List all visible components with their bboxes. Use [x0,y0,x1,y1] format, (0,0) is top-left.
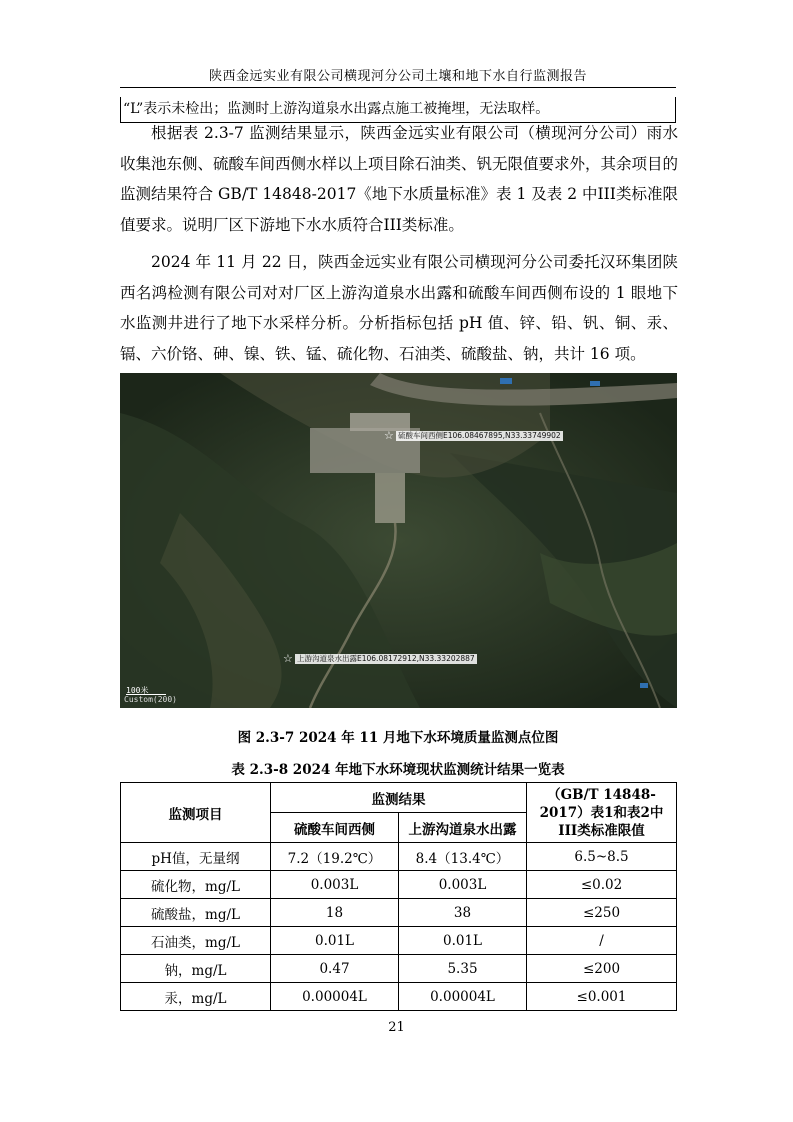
table-caption: 表 2.3-8 2024 年地下水环境现状监测统计结果一览表 [231,762,565,778]
cell-value-upstream: 38 [399,899,527,927]
header-standard-limit: （GB/T 14848-2017）表1和表2中III类标准限值 [527,783,677,843]
map-point-label-upstream: 上游沟道泉水出露E106.08172912,N33.33202887 [297,654,475,663]
cell-limit: ≤0.02 [527,871,677,899]
map-scale-label: 100米 [126,686,149,695]
cell-value-sulfuric: 0.01L [271,927,399,955]
cell-value-sulfuric: 0.003L [271,871,399,899]
cell-limit: ≤200 [527,955,677,983]
table-row [121,983,677,1011]
table-row [121,955,677,983]
cell-value-upstream: 0.01L [399,927,527,955]
cell-value-sulfuric: 0.00004L [271,983,399,1011]
cell-value-sulfuric: 0.47 [271,955,399,983]
monitoring-results-table [120,782,677,1011]
page-header-title: 陕西金远实业有限公司横现河分公司土壤和地下水自行监测报告 [208,69,587,84]
cell-item: 硫酸盐，mg/L [121,899,271,927]
map-point-label-sulfuric: 硫酸车间西侧E106.08467895,N33.33749902 [398,431,561,440]
cell-value-sulfuric: 7.2（19.2℃） [271,843,399,871]
paragraph-results-summary: 根据表 2.3-7 监测结果显示，陕西金远实业有限公司（横现河分公司）雨水收集池东侧、硫酸车间西侧水样以上项目除石油类、钒无限值要求外，其余项目的监测结果符合 GB/T 14848-2017《地下水质量标准》表 1 及表 2 中III类标准限值要求。说明厂区下游地下水水质符合III类标准。 [120,124,679,234]
figure-caption: 图 2.3-7 2024 年 11 月地下水环境质量监测点位图 [237,730,559,746]
paragraph-sampling-description: 2024 年 11 月 22 日，陕西金远实业有限公司横现河分公司委托汉环集团陕西名鸿检测有限公司对对厂区上游沟道泉水出露和硫酸车间西侧布设的 1 眼地下水监测井进行了地下水采样分析。分析指标包括 pH 值、锌、铅、钒、铜、汞、镉、六价铬、砷、镍、铁、锰、硫化物、石油类、硫酸盐、钠，共计 16 项。 [120,253,678,363]
cell-limit: 6.5~8.5 [527,843,677,871]
page-number: 21 [388,1020,405,1035]
cell-value-upstream: 0.003L [399,871,527,899]
header-sulfuric-west: 硫酸车间西侧 [271,813,399,843]
star-icon: ☆ [283,652,293,665]
table-note: “L”表示未检出；监测时上游沟道泉水出露点施工被掩埋，无法取样。 [120,97,676,123]
cell-value-sulfuric: 18 [271,899,399,927]
table-row [121,843,677,871]
cell-value-upstream: 8.4（13.4℃） [399,843,527,871]
header-monitoring-results: 监测结果 [271,783,527,813]
cell-item: 石油类，mg/L [121,927,271,955]
table-row [121,927,677,955]
table-row [121,899,677,927]
cell-item: 钠，mg/L [121,955,271,983]
table-row [121,871,677,899]
cell-item: pH值，无量纲 [121,843,271,871]
cell-limit: / [527,927,677,955]
cell-value-upstream: 5.35 [399,955,527,983]
cell-value-upstream: 0.00004L [399,983,527,1011]
map-attribution: Custom(200) [124,695,177,704]
header-rule [120,87,676,88]
star-icon: ☆ [384,429,394,442]
header-monitoring-item: 监测项目 [121,783,271,843]
header-upstream-spring: 上游沟道泉水出露 [399,813,527,843]
cell-item: 硫化物，mg/L [121,871,271,899]
cell-limit: ≤0.001 [527,983,677,1011]
cell-limit: ≤250 [527,899,677,927]
satellite-map-image [120,373,677,708]
cell-item: 汞，mg/L [121,983,271,1011]
